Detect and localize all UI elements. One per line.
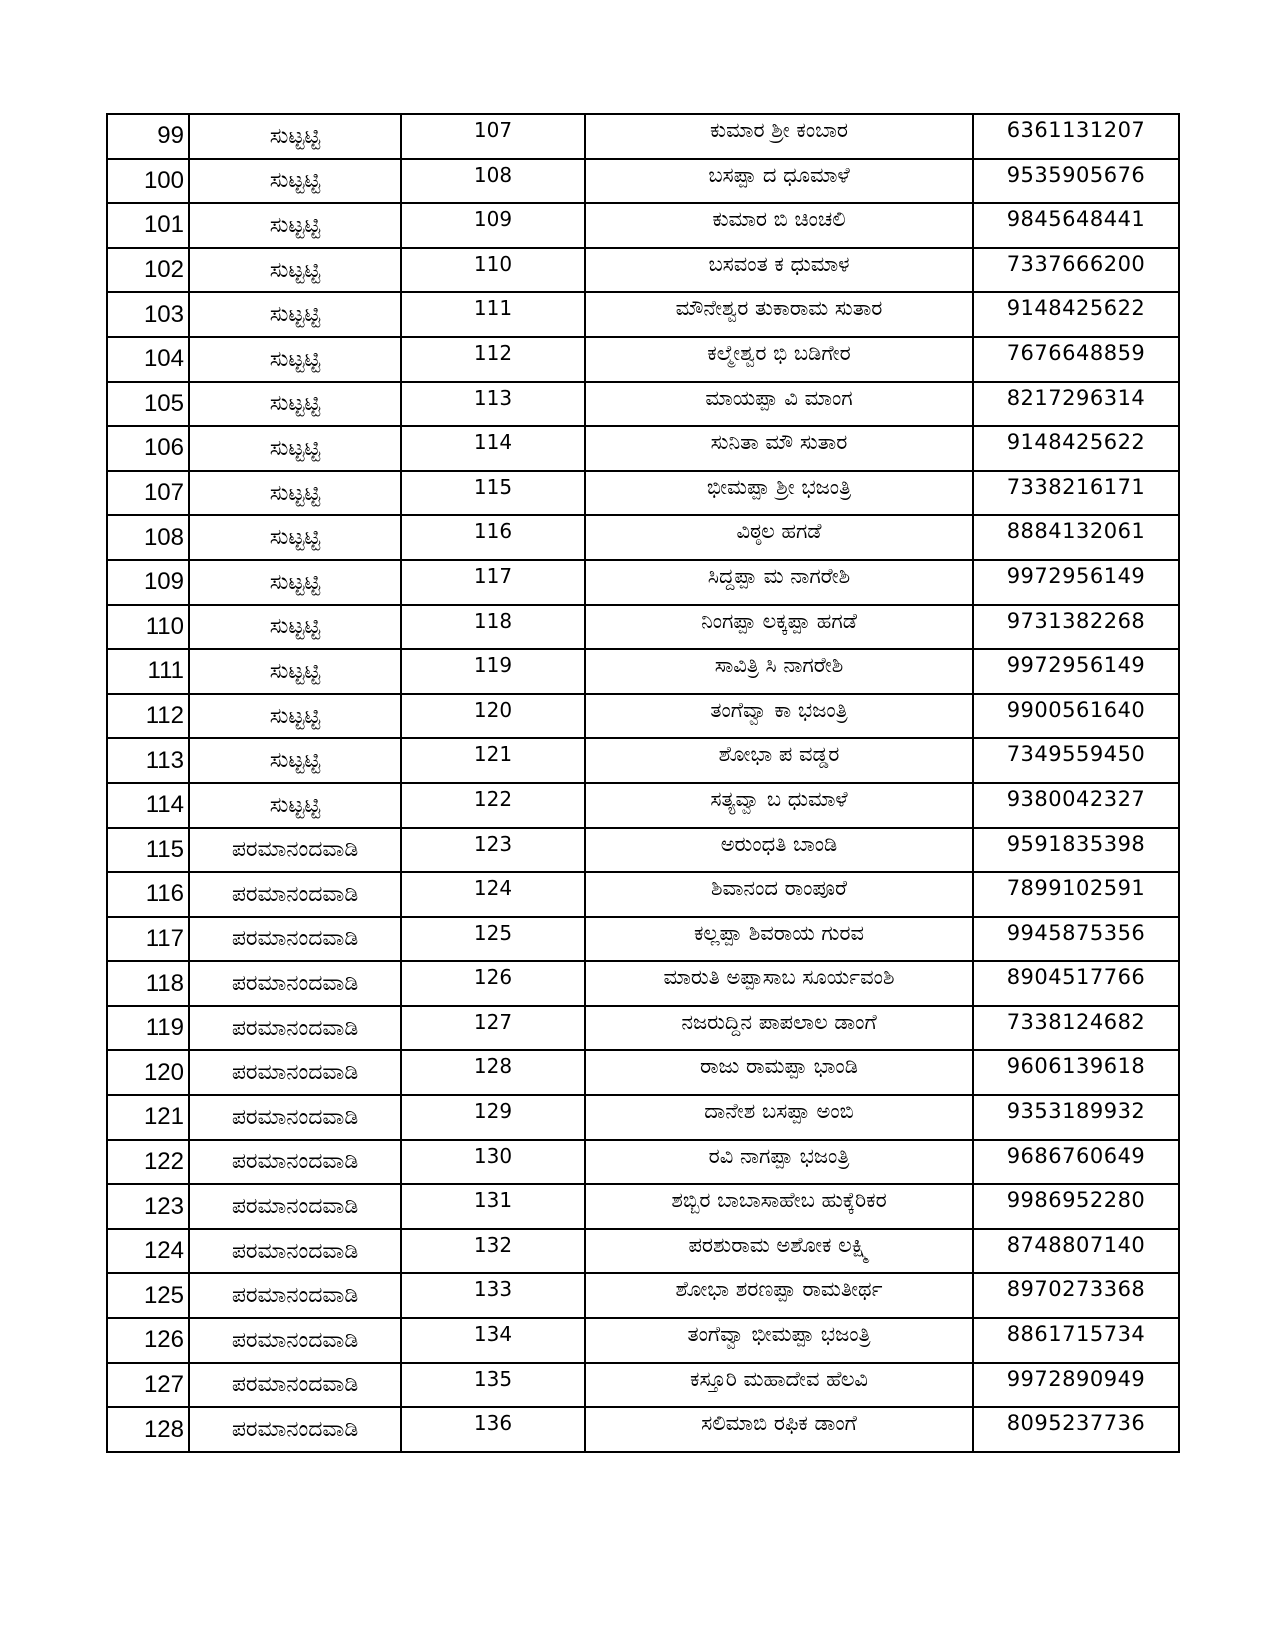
village-cell: ಸುಟ್ಟಟ್ಟಿ [189,292,401,337]
beneficiary-name-cell: ಕಸ್ತೂರಿ ಮಹಾದೇವ ಹೆಲವಿ [585,1363,973,1408]
phone-number-cell: 9606139618 [973,1050,1179,1095]
table-row [107,1363,1179,1408]
phone-number-cell: 9845648441 [973,203,1179,248]
application-number-cell: 122 [401,783,585,828]
phone-number-cell: 8970273368 [973,1273,1179,1318]
serial-number-cell: 125 [107,1273,189,1318]
serial-number-cell: 105 [107,382,189,427]
village-cell: ಪರಮಾನಂದವಾಡಿ [189,872,401,917]
beneficiary-name-cell: ಸಿದ್ದಪ್ಪಾ ಮ ನಾಗರೇಶಿ [585,560,973,605]
serial-number-cell: 126 [107,1318,189,1363]
table-row [107,694,1179,739]
serial-number-cell: 111 [107,649,189,694]
table-row [107,114,1179,159]
village-cell: ಸುಟ್ಟಟ್ಟಿ [189,605,401,650]
application-number-cell: 109 [401,203,585,248]
village-cell: ಸುಟ್ಟಟ್ಟಿ [189,159,401,204]
serial-number-cell: 115 [107,828,189,873]
phone-number-cell: 7676648859 [973,337,1179,382]
serial-number-cell: 101 [107,203,189,248]
serial-number-cell: 106 [107,426,189,471]
phone-number-cell: 8861715734 [973,1318,1179,1363]
table-row [107,337,1179,382]
table-row [107,471,1179,516]
table-row [107,560,1179,605]
serial-number-cell: 113 [107,738,189,783]
application-number-cell: 136 [401,1407,585,1452]
village-cell: ಪರಮಾನಂದವಾಡಿ [189,1006,401,1051]
beneficiary-name-cell: ತಂಗೆವ್ವಾ ಭೀಮಪ್ಪಾ ಭಜಂತ್ರಿ [585,1318,973,1363]
serial-number-cell: 128 [107,1407,189,1452]
village-cell: ಪರಮಾನಂದವಾಡಿ [189,1407,401,1452]
beneficiary-name-cell: ಬಸವಂತ ಕ ಧುಮಾಳ [585,248,973,293]
phone-number-cell: 8748807140 [973,1229,1179,1274]
table-row [107,1140,1179,1185]
table-row [107,248,1179,293]
application-number-cell: 107 [401,114,585,159]
village-cell: ಸುಟ್ಟಟ್ಟಿ [189,114,401,159]
table-row [107,961,1179,1006]
beneficiary-name-cell: ಕಲ್ಮೇಶ್ವರ ಭಿ ಬಡಿಗೇರ [585,337,973,382]
village-cell: ಪರಮಾನಂದವಾಡಿ [189,1095,401,1140]
beneficiary-name-cell: ಶಿವಾನಂದ ರಾಂಪೂರೆ [585,872,973,917]
table-row [107,1318,1179,1363]
phone-number-cell: 7349559450 [973,738,1179,783]
application-number-cell: 117 [401,560,585,605]
beneficiary-name-cell: ಕುಮಾರ ಬಿ ಚಿಂಚಲಿ [585,203,973,248]
village-cell: ಪರಮಾನಂದವಾಡಿ [189,1273,401,1318]
beneficiary-name-cell: ನಿಂಗಪ್ಪಾ ಲಕ್ಕಪ್ಪಾ ಹಗಡೆ [585,605,973,650]
village-cell: ಸುಟ್ಟಟ್ಟಿ [189,515,401,560]
table-row [107,1273,1179,1318]
table-row [107,1184,1179,1229]
phone-number-cell: 7338216171 [973,471,1179,516]
village-cell: ಸುಟ್ಟಟ್ಟಿ [189,649,401,694]
beneficiary-name-cell: ಕಲ್ಲಪ್ಪಾ ಶಿವರಾಯ ಗುರವ [585,917,973,962]
phone-number-cell: 7338124682 [973,1006,1179,1051]
beneficiary-name-cell: ಮಾರುತಿ ಅಪ್ಪಾಸಾಬ ಸೂರ್ಯವಂಶಿ [585,961,973,1006]
application-number-cell: 113 [401,382,585,427]
phone-number-cell: 9972956149 [973,560,1179,605]
table-row [107,515,1179,560]
application-number-cell: 133 [401,1273,585,1318]
phone-number-cell: 9900561640 [973,694,1179,739]
phone-number-cell: 8217296314 [973,382,1179,427]
serial-number-cell: 104 [107,337,189,382]
beneficiary-name-cell: ಭೀಮಪ್ಪಾ ಶ್ರೀ ಭಜಂತ್ರಿ [585,471,973,516]
table-row [107,1407,1179,1452]
serial-number-cell: 109 [107,560,189,605]
application-number-cell: 135 [401,1363,585,1408]
phone-number-cell: 7337666200 [973,248,1179,293]
table-row [107,1095,1179,1140]
phone-number-cell: 7899102591 [973,872,1179,917]
table-row [107,159,1179,204]
beneficiary-name-cell: ತಂಗೆವ್ವಾ ಕಾ ಭಜಂತ್ರಿ [585,694,973,739]
beneficiary-name-cell: ಮೌನೇಶ್ವರ ತುಕಾರಾಮ ಸುತಾರ [585,292,973,337]
village-cell: ಸುಟ್ಟಟ್ಟಿ [189,203,401,248]
village-cell: ಪರಮಾನಂದವಾಡಿ [189,1363,401,1408]
beneficiary-name-cell: ಅರುಂಧತಿ ಬಾಂಡಿ [585,828,973,873]
beneficiary-name-cell: ಸಲಿಮಾಬಿ ರಫಿಕ ಡಾಂಗೆ [585,1407,973,1452]
application-number-cell: 115 [401,471,585,516]
table-row [107,649,1179,694]
application-number-cell: 129 [401,1095,585,1140]
serial-number-cell: 102 [107,248,189,293]
beneficiary-name-cell: ನಜರುದ್ದಿನ ಪಾಪಲಾಲ ಡಾಂಗೆ [585,1006,973,1051]
serial-number-cell: 100 [107,159,189,204]
serial-number-cell: 107 [107,471,189,516]
phone-number-cell: 9686760649 [973,1140,1179,1185]
application-number-cell: 108 [401,159,585,204]
beneficiary-table [106,113,1180,1453]
application-number-cell: 116 [401,515,585,560]
serial-number-cell: 99 [107,114,189,159]
phone-number-cell: 8904517766 [973,961,1179,1006]
village-cell: ಸುಟ್ಟಟ್ಟಿ [189,426,401,471]
beneficiary-name-cell: ಪರಶುರಾಮ ಅಶೋಕ ಲಕ್ಷ್ಮಿ [585,1229,973,1274]
application-number-cell: 131 [401,1184,585,1229]
table-row [107,292,1179,337]
village-cell: ಸುಟ್ಟಟ್ಟಿ [189,337,401,382]
phone-number-cell: 9986952280 [973,1184,1179,1229]
serial-number-cell: 110 [107,605,189,650]
village-cell: ಸುಟ್ಟಟ್ಟಿ [189,560,401,605]
serial-number-cell: 119 [107,1006,189,1051]
application-number-cell: 130 [401,1140,585,1185]
beneficiary-name-cell: ವಿಠ್ಠಲ ಹಗಡೆ [585,515,973,560]
phone-number-cell: 6361131207 [973,114,1179,159]
table-body [107,114,1179,1452]
table-row [107,917,1179,962]
beneficiary-name-cell: ಸತ್ಯವ್ವಾ ಬ ಧುಮಾಳೆ [585,783,973,828]
table-row [107,1229,1179,1274]
phone-number-cell: 8095237736 [973,1407,1179,1452]
beneficiary-name-cell: ಸಾವಿತ್ರಿ ಸಿ ನಾಗರೇಶಿ [585,649,973,694]
application-number-cell: 111 [401,292,585,337]
village-cell: ಪರಮಾನಂದವಾಡಿ [189,1050,401,1095]
application-number-cell: 134 [401,1318,585,1363]
serial-number-cell: 120 [107,1050,189,1095]
village-cell: ಪರಮಾನಂದವಾಡಿ [189,961,401,1006]
serial-number-cell: 117 [107,917,189,962]
phone-number-cell: 9148425622 [973,426,1179,471]
serial-number-cell: 116 [107,872,189,917]
serial-number-cell: 122 [107,1140,189,1185]
phone-number-cell: 9731382268 [973,605,1179,650]
application-number-cell: 132 [401,1229,585,1274]
beneficiary-name-cell: ಸುನಿತಾ ಮೌ ಸುತಾರ [585,426,973,471]
table-row [107,426,1179,471]
table-row [107,1050,1179,1095]
phone-number-cell: 9945875356 [973,917,1179,962]
village-cell: ಸುಟ್ಟಟ್ಟಿ [189,694,401,739]
application-number-cell: 121 [401,738,585,783]
table-row [107,605,1179,650]
application-number-cell: 120 [401,694,585,739]
serial-number-cell: 123 [107,1184,189,1229]
village-cell: ಸುಟ್ಟಟ್ಟಿ [189,382,401,427]
village-cell: ಪರಮಾನಂದವಾಡಿ [189,1318,401,1363]
village-cell: ಪರಮಾನಂದವಾಡಿ [189,917,401,962]
beneficiary-name-cell: ರಾಜು ರಾಮಪ್ಪಾ ಭಾಂಡಿ [585,1050,973,1095]
village-cell: ಪರಮಾನಂದವಾಡಿ [189,1184,401,1229]
application-number-cell: 126 [401,961,585,1006]
table-row [107,203,1179,248]
village-cell: ಪರಮಾನಂದವಾಡಿ [189,1140,401,1185]
serial-number-cell: 124 [107,1229,189,1274]
beneficiary-name-cell: ಮಾಯಪ್ಪಾ ವಿ ಮಾಂಗ [585,382,973,427]
phone-number-cell: 8884132061 [973,515,1179,560]
application-number-cell: 112 [401,337,585,382]
village-cell: ಪರಮಾನಂದವಾಡಿ [189,1229,401,1274]
table-row [107,872,1179,917]
village-cell: ಸುಟ್ಟಟ್ಟಿ [189,471,401,516]
phone-number-cell: 9972890949 [973,1363,1179,1408]
serial-number-cell: 118 [107,961,189,1006]
phone-number-cell: 9353189932 [973,1095,1179,1140]
application-number-cell: 124 [401,872,585,917]
beneficiary-name-cell: ದಾನೇಶ ಬಸಪ್ಪಾ ಅಂಬಿ [585,1095,973,1140]
serial-number-cell: 127 [107,1363,189,1408]
village-cell: ಸುಟ್ಟಟ್ಟಿ [189,248,401,293]
village-cell: ಸುಟ್ಟಟ್ಟಿ [189,738,401,783]
application-number-cell: 110 [401,248,585,293]
beneficiary-name-cell: ಬಸಪ್ಪಾ ದ ಧೂಮಾಳೆ [585,159,973,204]
beneficiary-name-cell: ಶೋಭಾ ಶರಣಪ್ಪಾ ರಾಮತೀರ್ಥ [585,1273,973,1318]
village-cell: ಪರಮಾನಂದವಾಡಿ [189,828,401,873]
table-row [107,783,1179,828]
serial-number-cell: 114 [107,783,189,828]
serial-number-cell: 112 [107,694,189,739]
phone-number-cell: 9148425622 [973,292,1179,337]
serial-number-cell: 103 [107,292,189,337]
application-number-cell: 128 [401,1050,585,1095]
table-row [107,1006,1179,1051]
application-number-cell: 118 [401,605,585,650]
application-number-cell: 119 [401,649,585,694]
table-row [107,738,1179,783]
phone-number-cell: 9972956149 [973,649,1179,694]
table-row [107,382,1179,427]
phone-number-cell: 9380042327 [973,783,1179,828]
beneficiary-name-cell: ಶೋಭಾ ಪ ವಡ್ಡರ [585,738,973,783]
village-cell: ಸುಟ್ಟಟ್ಟಿ [189,783,401,828]
beneficiary-name-cell: ಕುಮಾರ ಶ್ರೀ ಕಂಬಾರ [585,114,973,159]
serial-number-cell: 108 [107,515,189,560]
phone-number-cell: 9535905676 [973,159,1179,204]
beneficiary-name-cell: ರವಿ ನಾಗಪ್ಪಾ ಭಜಂತ್ರಿ [585,1140,973,1185]
table-row [107,828,1179,873]
application-number-cell: 123 [401,828,585,873]
application-number-cell: 114 [401,426,585,471]
beneficiary-name-cell: ಶಬ್ಬಿರ ಬಾಬಾಸಾಹೇಬ ಹುಕ್ಕೆರಿಕರ [585,1184,973,1229]
phone-number-cell: 9591835398 [973,828,1179,873]
serial-number-cell: 121 [107,1095,189,1140]
application-number-cell: 125 [401,917,585,962]
application-number-cell: 127 [401,1006,585,1051]
